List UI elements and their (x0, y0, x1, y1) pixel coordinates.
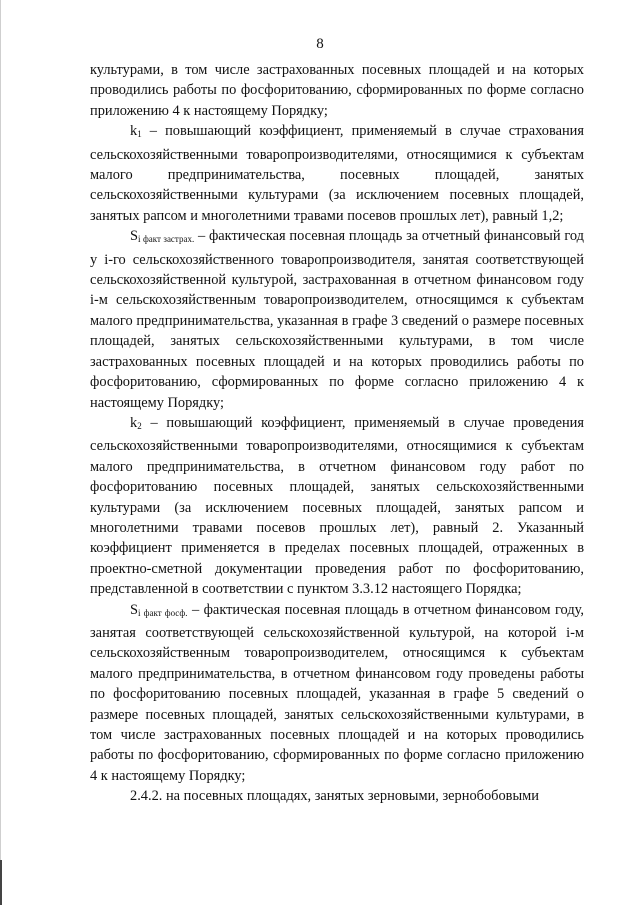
k2-subscript: 2 (137, 420, 142, 431)
s-fosf-definition-text: – фактическая посевная площадь в отчетном финансовом году, занятая соответствующей сельскохозяйственной культурой, на которой i-м сельскохозяйственным товаропроизводителем, относящимся к субъектам малого предпринимательства, в отчетном финансовом году проведены работы по фосфоритованию посевных площадей, указанная в графе 5 сведений о размере посевных площадей, занятых сельскохозяйственными культурами, в том числе застрахованных посевных площадей и на которых проводились работы по фосфоритованию, сформированных по форме согласно приложению 4 к настоящему Порядку; (90, 601, 584, 784)
s-zastrah-symbol (130, 228, 194, 244)
k1-symbol (130, 123, 142, 139)
paragraph-s-zastrah-definition (90, 226, 584, 413)
k2-letter: k (130, 414, 138, 431)
paragraph-2-4-2: 2.4.2. на посевных площадях, занятых зерновыми, зернобобовыми (130, 788, 539, 805)
k1-letter: k (130, 123, 138, 140)
paragraph-k1-definition (90, 121, 584, 226)
document-body (90, 60, 584, 807)
k1-subscript: 1 (137, 129, 142, 140)
s-zastrah-definition-text: – фактическая посевная площадь за отчетный финансовый год у i-го сельскохозяйственного товаропроизводителя, занятая соответствующей сельскохозяйственной культурой, застрахованная в отчетном финансовом году i-м сельскохозяйственным товаропроизводителем, относящимся к субъектам малого предпринимательства, указанная в графе 3 сведений о размере посевных площадей, занятых сельскохозяйственными культурами, в том числе застрахованных посевных площадей и на которых проводились работы по фосфоритованию, сформированных по форме согласно приложению 4 к настоящему Порядку; (90, 228, 584, 411)
paragraph-continuation: культурами, в том числе застрахованных посевных площадей и на которых проводились работы по фосфоритованию, сформированных по форме согласно приложению 4 к настоящему Порядку; (90, 62, 584, 119)
paragraph-s-fosf-definition (90, 600, 584, 787)
k2-symbol (130, 415, 142, 431)
page-number: 8 (316, 36, 324, 52)
paragraph-k2-definition (90, 413, 584, 600)
s-fosf-symbol (130, 602, 188, 618)
k1-definition-text: – повышающий коэффициент, применяемый в случае страхования сельскохозяйственными товаропроизводителями, относящимися к субъектам малого предпринимательства, посевных площадей, занятых сельскохозяйственными культурами (за исключением посевных площадей, занятых рапсом и многолетними травами посевов прошлых лет), равный 1,2; (90, 123, 584, 224)
scan-left-edge (0, 0, 1, 905)
s-fosf-letter: S (130, 601, 139, 618)
s-zastrah-subscript: i факт застрах. (138, 234, 195, 245)
s-zastrah-letter: S (130, 228, 139, 245)
k2-definition-text: – повышающий коэффициент, применяемый в случае проведения сельскохозяйственными товаропроизводителями, относящимися к субъектам малого предпринимательства, в отчетном финансовом году работ по фосфоритованию посевных площадей, занятых сельскохозяйственными культурами (за исключением посевных площадей, занятых рапсом и многолетними травами посевов прошлых лет), равный 2. Указанный коэффициент применяется в пределах посевных площадей, отраженных в проектно-сметной документации проведения работ по фосфоритованию, представленной в соответствии с пунктом 3.3.12 настоящего Порядка; (90, 414, 584, 598)
s-fosf-subscript: i факт фосф. (138, 607, 188, 618)
scan-edge-mark (0, 860, 2, 905)
